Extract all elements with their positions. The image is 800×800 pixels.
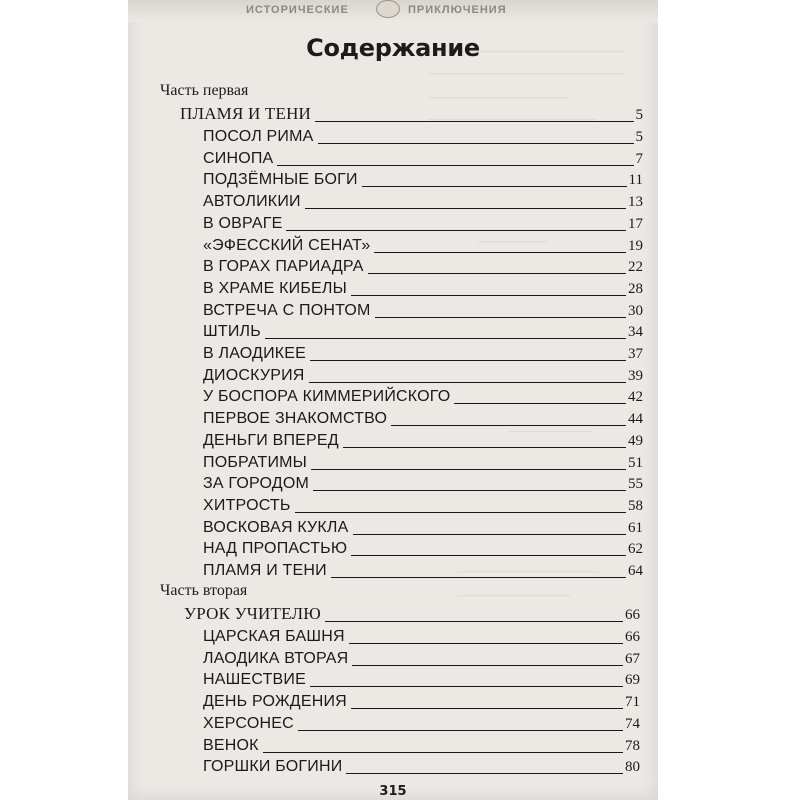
toc-entry-title: ПЛАМЯ И ТЕНИ: [180, 104, 312, 123]
toc-chapter-entry[interactable]: [203, 540, 643, 558]
leader-line: [351, 708, 623, 709]
leader-line: [318, 143, 634, 144]
toc-entry-page: 17: [628, 215, 643, 232]
toc-chapter-entry[interactable]: [203, 193, 643, 211]
toc-chapter-entry[interactable]: [203, 323, 643, 341]
toc-entry-page: 78: [625, 737, 640, 754]
toc-entry-title: ДИОСКУРИЯ: [203, 366, 305, 384]
toc-chapter-entry[interactable]: [203, 432, 643, 450]
toc-entry-title: В ХРАМЕ КИБЕЛЫ: [203, 279, 347, 297]
toc-entry-title: ПОДЗЁМНЫЕ БОГИ: [203, 171, 358, 189]
toc-entry-page: 39: [628, 367, 643, 384]
toc-entry-title: ПОБРАТИМЫ: [203, 453, 308, 471]
toc-entry-page: 37: [628, 346, 643, 362]
toc-entry-title: ПОСОЛ РИМА: [203, 128, 314, 145]
toc-entry-title: ВСТРЕЧА С ПОНТОМ: [203, 301, 371, 319]
toc-entry-page: 11: [628, 172, 643, 189]
toc-entry-page: 74: [625, 715, 640, 732]
toc-section-entry[interactable]: [180, 104, 643, 124]
toc-chapter-entry[interactable]: [203, 650, 640, 668]
bleed-through-texture: —————————————— —————————————— —————————— ———————————— ————— —————— —————————— ————————: [428, 44, 624, 603]
toc-entry-page: 22: [628, 259, 643, 276]
page-number: 315: [379, 784, 407, 799]
toc-entry-page: 67: [625, 650, 640, 667]
leader-line: [311, 469, 626, 470]
toc-chapter-entry[interactable]: [203, 280, 643, 298]
toc-chapter-entry[interactable]: [203, 150, 643, 168]
toc-entry-title: ЛАОДИКА ВТОРАЯ: [203, 649, 349, 667]
toc-entry-title: ДЕНЬ РОЖДЕНИЯ: [203, 693, 347, 711]
toc-entry-page: 62: [628, 541, 643, 558]
leader-line: [315, 121, 633, 122]
toc-entry-page: 7: [635, 150, 643, 167]
leader-line: [353, 534, 627, 535]
toc-entry-title: ЗА ГОРОДОМ: [203, 475, 310, 493]
leader-line: [265, 338, 626, 339]
leader-line: [375, 317, 626, 318]
toc-chapter-entry[interactable]: [203, 758, 640, 776]
leader-line: [374, 252, 626, 253]
leader-line: [346, 773, 623, 774]
leader-line: [351, 555, 626, 556]
toc-chapter-entry[interactable]: [203, 737, 640, 755]
leader-line: [391, 425, 626, 426]
toc-chapter-entry[interactable]: [203, 410, 643, 428]
toc-chapter-entry[interactable]: [203, 258, 643, 276]
toc-chapter-entry[interactable]: [203, 671, 640, 689]
toc-entry-page: 80: [625, 759, 640, 776]
leader-line: [295, 512, 626, 513]
toc-entry-page: 55: [628, 476, 643, 493]
toc-chapter-entry[interactable]: [203, 237, 643, 255]
toc-chapter-entry[interactable]: [203, 171, 643, 189]
toc-entry-title: ПЕРВОЕ ЗНАКОМСТВО: [203, 410, 388, 428]
toc-entry-page: 64: [628, 563, 643, 579]
toc-entry-title: У БОСПОРА КИММЕРИЙСКОГО: [203, 388, 451, 406]
toc-entry-page: 44: [628, 411, 643, 428]
leader-line: [362, 186, 627, 187]
toc-chapter-entry[interactable]: [203, 388, 643, 406]
toc-chapter-entry[interactable]: [203, 693, 640, 711]
toc-entry-page: 58: [628, 497, 643, 514]
toc-chapter-entry[interactable]: [203, 345, 643, 363]
toc-entry-page: 66: [625, 607, 640, 623]
toc-chapter-entry[interactable]: [203, 497, 643, 515]
toc-entry-title: НАД ПРОПАСТЬЮ: [203, 540, 348, 558]
leader-line: [286, 230, 626, 231]
toc-entry-title: ВЕНОК: [203, 736, 259, 754]
header-right-text: ПРИКЛЮЧЕНИЯ: [408, 4, 507, 16]
toc-section-entry[interactable]: [184, 604, 640, 624]
toc-entry-page: 19: [628, 237, 643, 254]
toc-entry-page: 5: [635, 107, 643, 123]
leader-line: [310, 360, 626, 361]
toc-chapter-entry[interactable]: [203, 215, 643, 233]
toc-entry-title: ХИТРОСТЬ: [203, 496, 291, 514]
toc-entry-title: В ОВРАГЕ: [203, 214, 283, 232]
toc-entry-title: ШТИЛЬ: [203, 323, 261, 341]
toc-entry-page: 69: [625, 672, 640, 689]
toc-chapter-entry[interactable]: [203, 715, 640, 733]
leader-line: [263, 752, 623, 753]
toc-entry-title: В ГОРАХ ПАРИАДРА: [203, 258, 364, 276]
toc-entry-page: 13: [628, 194, 643, 211]
toc-chapter-entry[interactable]: [203, 562, 643, 580]
toc-entry-title: ЦАРСКАЯ БАШНЯ: [203, 628, 345, 645]
toc-entry-title: ДЕНЬГИ ВПЕРЕД: [203, 431, 339, 449]
toc-entry-title: ГОРШКИ БОГИНИ: [203, 758, 343, 776]
toc-entry-page: 61: [628, 519, 643, 536]
toc-chapter-entry[interactable]: [203, 475, 643, 493]
leader-line: [309, 382, 626, 383]
leader-line: [368, 273, 626, 274]
leader-line: [305, 208, 626, 209]
toc-entry-page: 66: [625, 629, 640, 645]
toc-entry-page: 51: [628, 454, 643, 471]
toc-entry-title: В ЛАОДИКЕЕ: [203, 345, 307, 362]
part-label: Часть вторая: [160, 582, 248, 599]
leader-line: [351, 295, 626, 296]
leader-line: [331, 577, 626, 578]
toc-entry-title: ХЕРСОНЕС: [203, 714, 294, 732]
leader-line: [298, 730, 623, 731]
toc-entry-page: 49: [628, 432, 643, 449]
leader-line: [325, 621, 623, 622]
leader-line: [352, 665, 623, 666]
toc-entry-title: АВТОЛИКИИ: [203, 193, 301, 211]
toc-entry-page: 71: [625, 694, 640, 711]
toc-chapter-entry[interactable]: [203, 454, 643, 472]
leader-line: [310, 686, 623, 687]
toc-entry-title: УРОК УЧИТЕЛЮ: [184, 604, 321, 623]
leader-line: [343, 447, 626, 448]
leader-line: [454, 403, 626, 404]
page-title: Содержание: [306, 34, 480, 62]
leader-line: [313, 490, 626, 491]
toc-entry-page: 30: [628, 302, 643, 319]
part-label: Часть первая: [160, 82, 249, 99]
toc-entry-title: ВОСКОВАЯ КУКЛА: [203, 518, 349, 536]
toc-entry-title: ПЛАМЯ И ТЕНИ: [203, 562, 327, 579]
toc-chapter-entry[interactable]: [203, 128, 643, 146]
toc-chapter-entry[interactable]: [203, 628, 640, 646]
header-left-text: ИСТОРИЧЕСКИЕ: [246, 4, 349, 16]
toc-entry-title: СИНОПА: [203, 149, 274, 167]
toc-chapter-entry[interactable]: [203, 367, 643, 385]
toc-entry-title: НАШЕСТВИЕ: [203, 671, 307, 689]
leader-line: [349, 643, 623, 644]
toc-entry-page: 28: [628, 280, 643, 297]
toc-chapter-entry[interactable]: [203, 302, 643, 320]
toc-entry-title: «ЭФЕССКИЙ СЕНАТ»: [203, 236, 371, 254]
toc-entry-page: 42: [628, 389, 643, 406]
book-page: [128, 0, 658, 800]
toc-chapter-entry[interactable]: [203, 519, 643, 537]
toc-entry-page: 34: [628, 324, 643, 341]
toc-entry-page: 5: [635, 129, 643, 145]
leader-line: [277, 165, 633, 166]
